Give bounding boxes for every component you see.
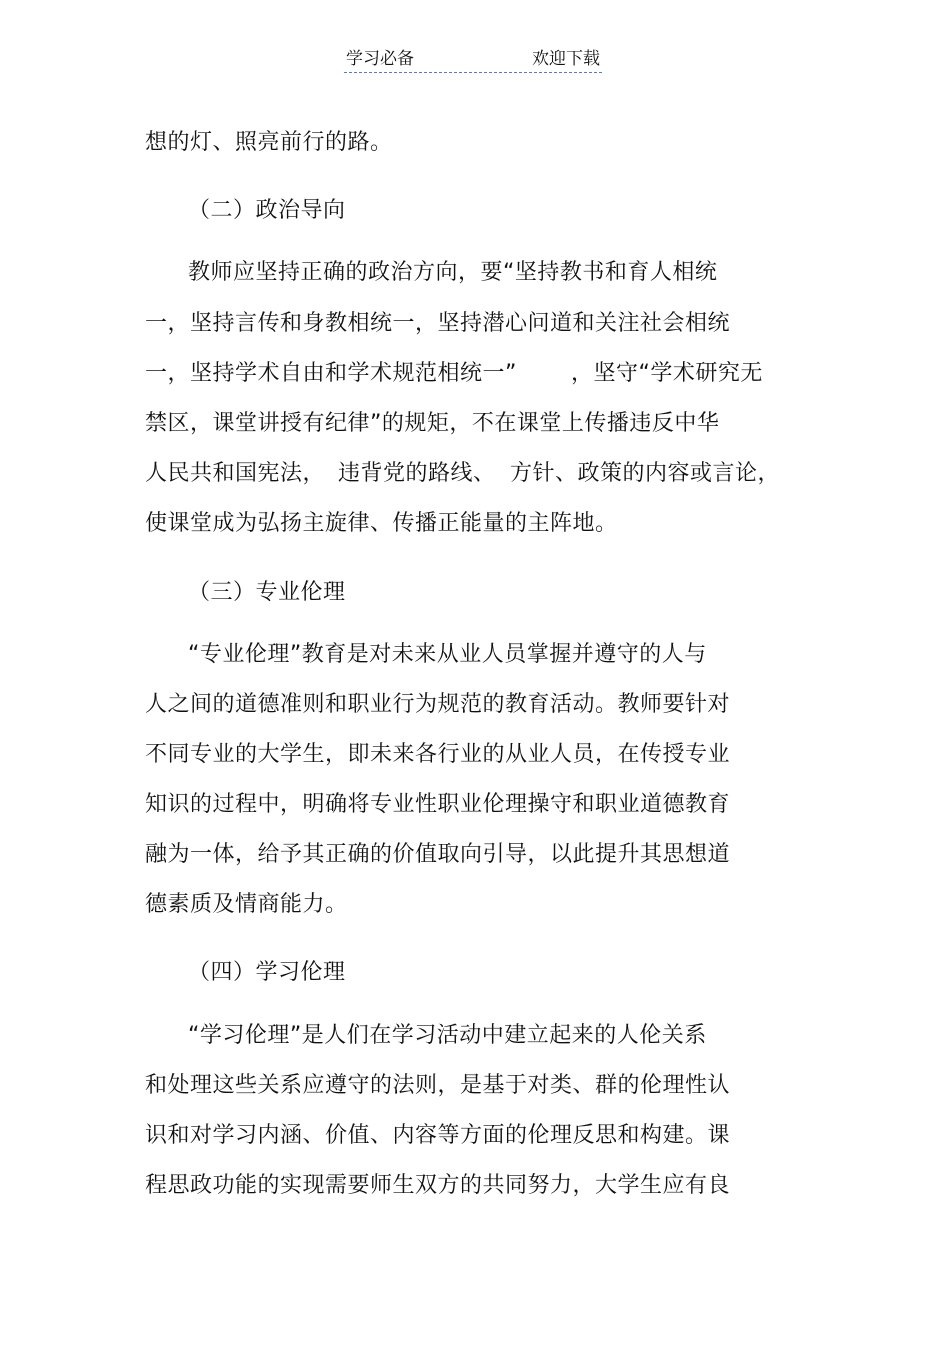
section-heading: （二）政治导向 <box>188 198 346 223</box>
header-right-text: 欢迎下载 <box>532 49 600 69</box>
paragraph-line: 一，坚持学术自由和学术规范相统一” <box>145 361 517 386</box>
paragraph-line: 德素质及情商能力。 <box>145 892 348 917</box>
paragraph-line: 融为一体，给予其正确的价值取向引导，以此提升其思想道 <box>145 842 731 867</box>
paragraph-line: 识和对学习内涵、价值、内容等方面的伦理反思和构建。课 <box>145 1123 731 1148</box>
paragraph-line: 方针、政策的内容或言论， <box>510 461 781 486</box>
paragraph-line: 人之间的道德准则和职业行为规范的教育活动。教师要针对 <box>145 692 731 717</box>
paragraph-line: “专业伦理”教育是对未来从业人员掌握并遵守的人与 <box>188 642 707 667</box>
paragraph-line: 禁区，课堂讲授有纪律”的规矩，不在课堂上传播违反中华 <box>145 411 720 436</box>
paragraph-line: 使课堂成为弘扬主旋律、传播正能量的主阵地。 <box>145 511 618 536</box>
paragraph-line: 教师应坚持正确的政治方向，要“坚持教书和育人相统 <box>188 260 718 285</box>
paragraph-line: 想的灯、照亮前行的路。 <box>145 130 393 155</box>
header-left-text: 学习必备 <box>346 49 414 69</box>
paragraph-line: 一，坚持言传和身教相统一，坚持潜心问道和关注社会相统 <box>145 311 731 336</box>
section-heading: （三）专业伦理 <box>188 580 346 605</box>
paragraph-line: “学习伦理”是人们在学习活动中建立起来的人伦关系 <box>188 1023 707 1048</box>
paragraph-line: 和处理这些关系应遵守的法则，是基于对类、群的伦理性认 <box>145 1073 731 1098</box>
paragraph-line: ，坚守“学术研究无 <box>571 361 763 386</box>
page-header <box>344 46 602 73</box>
paragraph-line: 违背党的路线、 <box>338 461 496 486</box>
section-heading: （四）学习伦理 <box>188 960 346 985</box>
paragraph-line: 人民共和国宪法， <box>145 461 326 486</box>
paragraph-line: 知识的过程中，明确将专业性职业伦理操守和职业道德教育 <box>145 792 731 817</box>
paragraph-line: 不同专业的大学生，即未来各行业的从业人员，在传授专业 <box>145 742 731 767</box>
paragraph-line: 程思政功能的实现需要师生双方的共同努力，大学生应有良 <box>145 1173 731 1198</box>
